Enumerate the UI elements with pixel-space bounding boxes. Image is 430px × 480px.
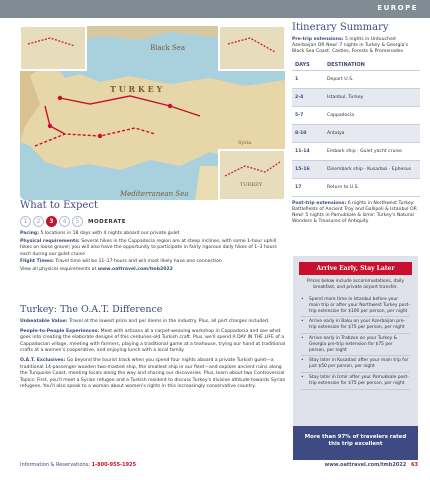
med-sea-label: Mediterranean Sea — [120, 190, 189, 198]
level-4: 4 — [59, 216, 70, 227]
arrive-early-list — [293, 295, 418, 390]
level-2: 2 — [33, 216, 44, 227]
what-to-expect-section — [20, 200, 286, 274]
rating-callout — [293, 426, 418, 460]
table-row: 1 Depart U.S. — [292, 70, 420, 88]
footer-right — [325, 462, 418, 468]
activity-level — [20, 216, 286, 227]
inset-turkey-label: TURKEY — [240, 182, 262, 188]
page-number: 63 — [411, 462, 418, 468]
phone-number[interactable]: 1-800-955-1925 — [91, 462, 137, 468]
table-row: 8-10 Antalya — [292, 124, 420, 142]
itinerary-table — [292, 60, 420, 197]
destination-column-header: DESTINATION — [324, 60, 420, 71]
value-paragraph: Unbeatable Value: Travel at the lowest price and per diems in the industry. Plus, all port charges included. — [20, 319, 270, 324]
view-requirements: View all physical requirements at www.oattravel.com/tmb2022 — [20, 266, 173, 272]
post-trip-text: Post-trip extensions: 6 nights in Northwest Turkey: Battlefields of Ancient Troy and Gallipoli & Istanbul OR New! 5 nights in Pamukkale & Izmir: Turkey's Natural Wonders & Treasures of Antiquity — [292, 200, 417, 225]
level-5: 5 — [72, 216, 83, 227]
pre-trip-text: Pre-trip extensions: 5 nights in Untouched Azerbaijan OR New! 7 nights in Turkey & Georgia's Black Sea Coast: Castles, Forests & Promenades — [292, 37, 409, 55]
flight-text: Flight Times: Travel time will be 11–17 hours and will most likely have one connection — [20, 259, 222, 265]
list-item: • Arrive early in Trabzon on your Turkey & Georgia pre-trip extension for $75 per person, per night — [301, 334, 410, 356]
people-paragraph: People-to-People Experiences: Meet with artisans at a carpet-weaving workshop in Cappadocia and see what goes into creating the elaborate designs of this centuries-old Turkish craft. Plus, we'll spend A DAY IN THE LIFE of a Cappadocian village, meeting with farmers, playing a traditional game at a teahouse, trying our hand at traditional crafts at a women's cooperative, and enjoying lunch with a local family. — [20, 328, 286, 354]
arrive-early-intro: Prices below include accommodations, daily breakfast, and private airport transfer. — [306, 279, 404, 290]
table-row: 5-7 Cappadocia — [292, 106, 420, 124]
footer-url[interactable]: www.oattravel.com/tmb2022 — [324, 462, 407, 468]
difference-title: Turkey: The O.A.T. Difference — [20, 304, 163, 315]
exclusives-paragraph: O.A.T. Exclusives: Go beyond the tourist track when you spend four nights aboard a private Turkish gulet—a traditional 14-passenger wooden two-masted ship, the smallest ship in our fleet—and explore ancient ruins along the Turquoise Coast, meeting locals along the way and sharing our discoveries. Plus, learn about two Controversial Topics: First, you'll meet a Syrian refugee and a Turkish resident to discuss Turkey's divisive attitude towards Syrian refugees. You'll also speak to a woman about women's rights in this increasingly conservative country. — [20, 357, 286, 390]
arrive-early-title: Arrive Early, Stay Later — [299, 262, 412, 275]
difference-section — [20, 304, 286, 391]
itinerary-title: Itinerary Summary — [292, 22, 389, 33]
level-word: MODERATE — [88, 218, 127, 225]
level-3-active: 3 — [46, 216, 57, 227]
turkey-label: T U R K E Y — [110, 84, 163, 94]
section-label: EUROPE — [377, 4, 418, 12]
list-item: • Stay later in Izmir after your Pamukkale post-trip extension for $75 per person, per night — [301, 373, 410, 390]
arrive-early-box — [293, 256, 418, 446]
list-item: • Stay later in Kusadasi after your main trip for just $50 per person, per night — [301, 356, 410, 373]
rating-line-2: this trip excellent — [328, 441, 383, 447]
black-sea-label: Black Sea — [150, 44, 186, 52]
days-column-header: DAYS — [292, 60, 324, 71]
itinerary-header-row — [292, 60, 420, 71]
requirements-link[interactable]: www.oattravel.com/tmb2022 — [97, 266, 173, 272]
list-item: • Arrive early in Baku on your Azerbaijan pre-trip extension for $75 per person, per night — [301, 317, 410, 334]
table-row: 17 Return to U.S. — [292, 178, 420, 196]
syria-label: Syria — [238, 140, 252, 146]
list-item: • Spend more time in Istanbul before your main trip or after your Northwest Turkey post-trip extension for $100 per person, per night — [301, 295, 410, 317]
itinerary-section — [292, 22, 420, 225]
physical-text: Physical requirements: Several hikes in the Cappadocia region are at steep inclines, with some 1-hour uphill hikes on loose gravel; you will also have the opportunity to participate in fairly rigorous daily hikes of 1–3 hours each during our gulet cruise — [20, 238, 277, 257]
table-row: 2-4 Istanbul, Turkey — [292, 88, 420, 106]
table-row: 15-16 Disembark ship · Kusadasi · Ephesus — [292, 160, 420, 178]
level-1: 1 — [20, 216, 31, 227]
footer-contact: Information & Reservations: 1-800-955-1925 — [20, 462, 137, 468]
what-to-expect-title: What to Expect — [20, 200, 98, 211]
route-map — [20, 26, 285, 200]
table-row: 11-14 Embark ship · Gulet yacht cruise — [292, 142, 420, 160]
rating-line-1: More than 97% of travelers rated — [304, 434, 407, 440]
pacing-text: Pacing: 5 locations in 18 days with 4 nights aboard our private gulet — [20, 231, 180, 236]
section-header-bar — [0, 0, 430, 18]
